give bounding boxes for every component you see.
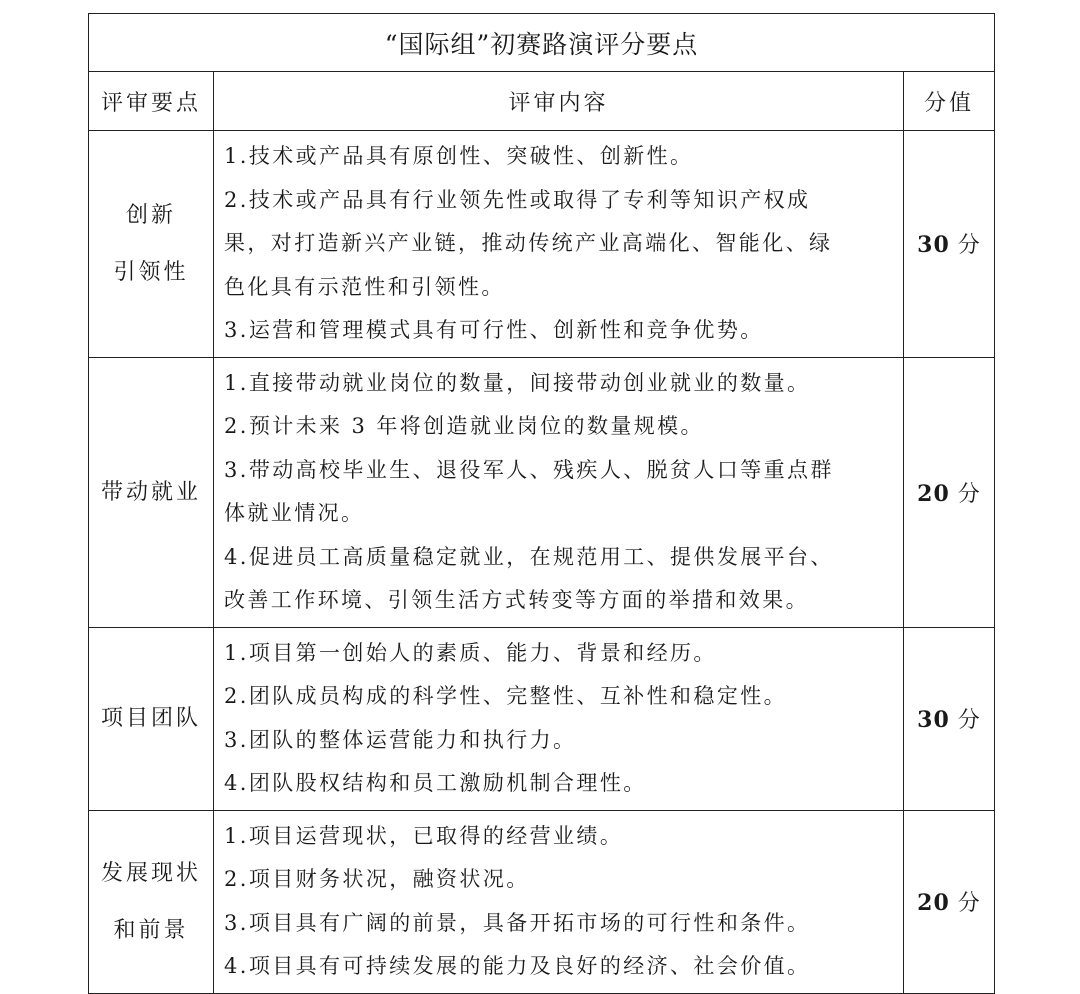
content-line: 1.技术或产品具有原创性、突破性、创新性。 [224, 144, 694, 168]
content-line: 3.带动高校毕业生、退役军人、残疾人、脱贫人口等重点群 [224, 457, 834, 482]
content-line: 3.项目具有广阔的前景，具备开拓市场的可行性和条件。 [224, 910, 811, 935]
header-row [89, 72, 995, 131]
scoring-table [88, 13, 995, 994]
criterion-line: 发展现状 [100, 860, 201, 886]
content-line: 4.项目具有可持续发展的能力及良好的经济、社会价值。 [224, 954, 811, 978]
content-cell [214, 131, 904, 358]
table-title: “国际组”初赛路演评分要点 [89, 14, 995, 72]
score-cell [904, 357, 995, 627]
criterion-line: 引领性 [113, 259, 189, 285]
content-cell [214, 627, 904, 810]
header-content: 评审内容 [214, 72, 904, 131]
criterion-cell [89, 357, 214, 627]
score-cell [904, 810, 995, 993]
header-criterion: 评审要点 [89, 72, 214, 131]
table-row [89, 131, 995, 358]
content-line: 1.项目第一创始人的素质、能力、背景和经历。 [224, 640, 717, 665]
content-line: 1.项目运营现状，已取得的经营业绩。 [224, 823, 624, 848]
content-cell [214, 357, 904, 627]
content-line: 3.运营和管理模式具有可行性、创新性和竞争优势。 [224, 318, 764, 342]
content-line: 色化具有示范性和引领性。 [224, 274, 505, 299]
content-line: 3.团队的整体运营能力和执行力。 [224, 727, 577, 752]
score-value: 30 [917, 232, 950, 259]
score-value: 20 [917, 890, 950, 916]
criterion-cell [89, 627, 214, 810]
content-line: 2.项目财务状况，融资状况。 [224, 867, 530, 891]
content-line: 体就业情况。 [224, 501, 365, 525]
score-unit: 分 [957, 891, 981, 916]
content-line: 2.预计未来 3 年将创造就业岗位的数量规模。 [224, 414, 704, 438]
score-unit: 分 [957, 233, 981, 259]
table-row [89, 627, 995, 810]
criterion-line: 创新 [125, 202, 176, 228]
content-line: 4.促进员工高质量稳定就业，在规范用工、提供发展平台、 [224, 544, 834, 569]
criterion-line: 带动就业 [100, 479, 201, 505]
content-line: 4.团队股权结构和员工激励机制合理性。 [224, 771, 647, 795]
table-row [89, 357, 995, 627]
header-score: 分值 [904, 72, 995, 131]
content-line: 1.直接带动就业岗位的数量，间接带动创业就业的数量。 [224, 370, 811, 395]
title-row [89, 14, 995, 72]
score-cell [904, 131, 995, 358]
content-line: 改善工作环境、引领生活方式转变等方面的举措和效果。 [224, 588, 809, 612]
table-row [89, 810, 995, 993]
score-unit: 分 [957, 708, 981, 733]
criterion-cell [89, 810, 214, 993]
score-value: 30 [917, 707, 950, 733]
content-cell [214, 810, 904, 993]
content-line: 2.技术或产品具有行业领先性或取得了专利等知识产权成 [224, 187, 811, 212]
criterion-line: 项目团队 [100, 706, 201, 731]
score-unit: 分 [957, 481, 981, 507]
content-line: 果，对打造新兴产业链，推动传统产业高端化、智能化、绿 [224, 231, 833, 255]
content-line: 2.团队成员构成的科学性、完整性、互补性和稳定性。 [224, 684, 788, 708]
criterion-line: 和前景 [113, 917, 189, 943]
score-cell [904, 627, 995, 810]
criterion-cell [89, 131, 214, 358]
score-value: 20 [917, 480, 950, 507]
